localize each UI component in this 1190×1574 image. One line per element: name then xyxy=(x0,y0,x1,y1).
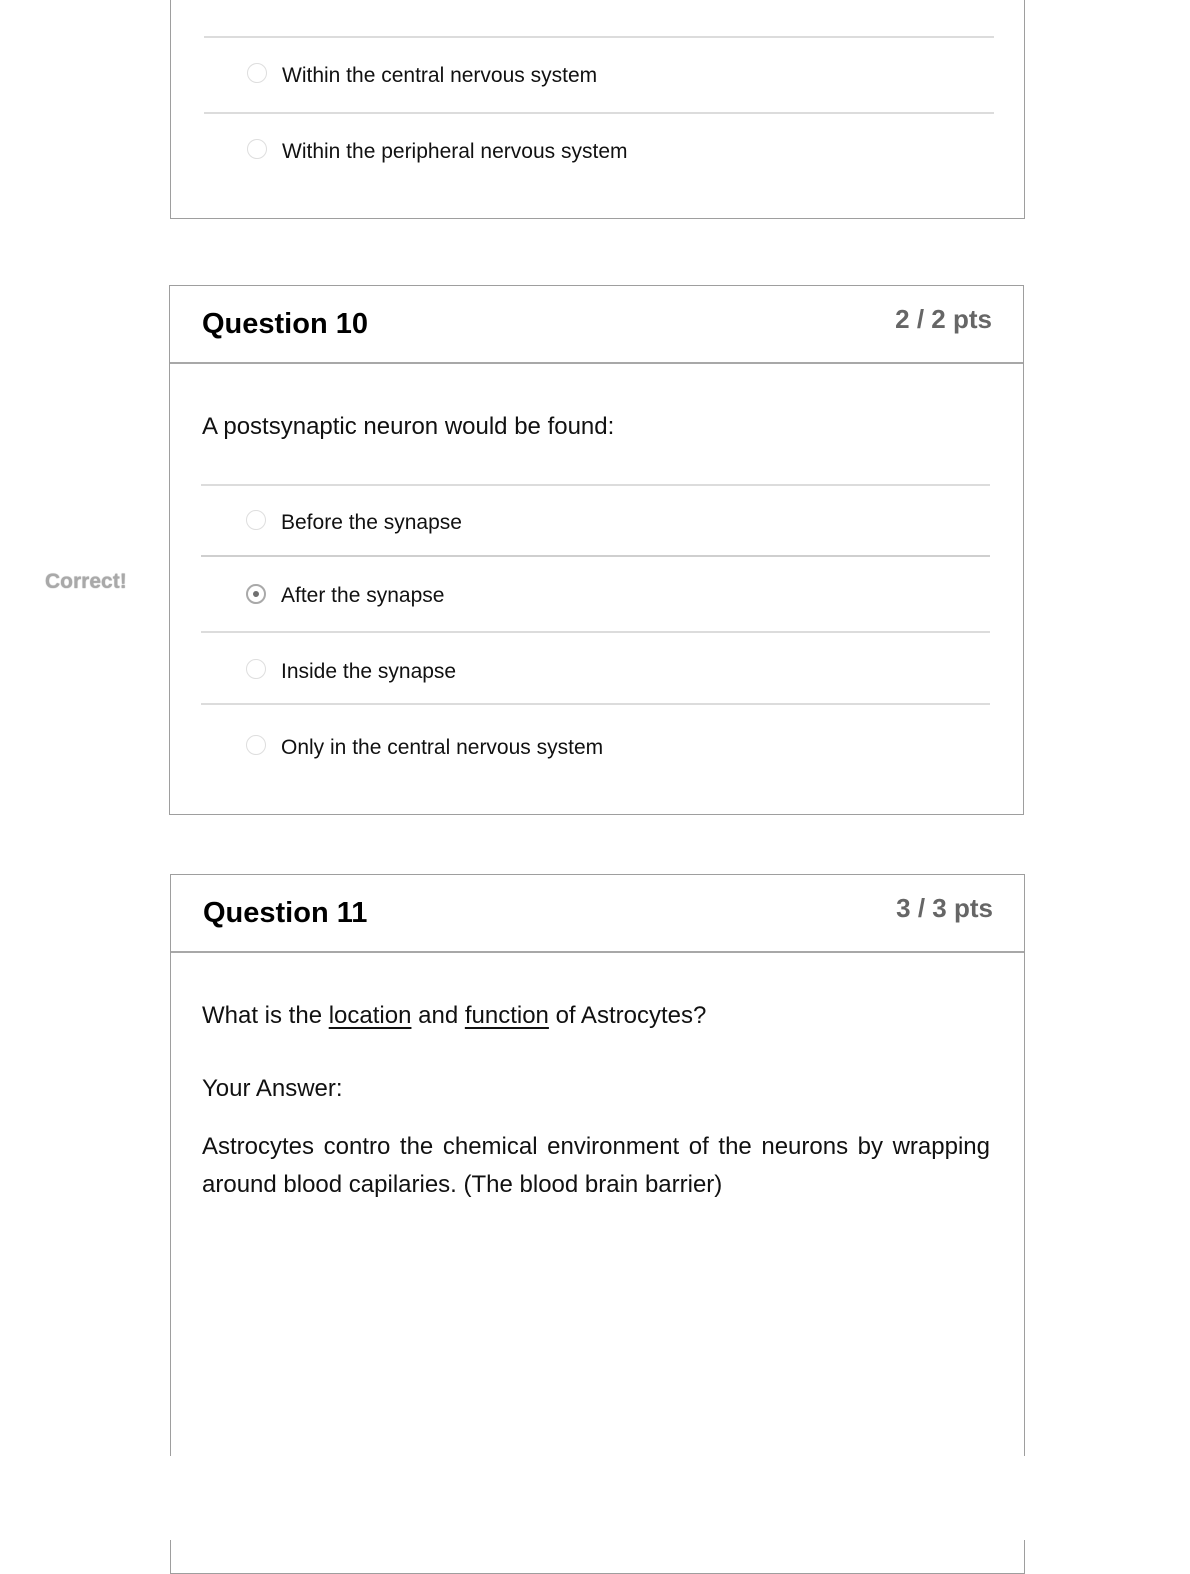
your-answer-label: Your Answer: xyxy=(202,1075,343,1102)
page-bottom-margin xyxy=(0,1456,1190,1540)
question-prompt xyxy=(202,1002,706,1030)
option-label[interactable]: Within the central nervous system xyxy=(282,64,598,87)
answer-text: Astrocytes contro the chemical environment of the neurons by wrapping around blood capilaries. (The blood brain barrier) xyxy=(202,1133,990,1198)
question-header-divider xyxy=(170,362,1023,364)
question-9-card xyxy=(170,0,1025,219)
option-divider xyxy=(204,36,994,38)
option-label[interactable]: Before the synapse xyxy=(281,511,462,534)
prompt-text: of Astrocytes? xyxy=(548,1002,707,1029)
prompt-text: and xyxy=(411,1002,465,1029)
option-divider xyxy=(204,112,994,114)
option-label[interactable]: After the synapse xyxy=(281,584,445,607)
radio-button[interactable] xyxy=(246,735,266,755)
question-title: Question 11 xyxy=(203,897,368,929)
option-label[interactable]: Inside the synapse xyxy=(281,660,457,683)
question-header-divider xyxy=(171,951,1024,953)
question-prompt: A postsynaptic neuron would be found: xyxy=(202,413,615,440)
option-label[interactable]: Only in the central nervous system xyxy=(281,736,604,759)
radio-button[interactable] xyxy=(247,63,267,83)
option-divider xyxy=(201,555,990,557)
option-divider xyxy=(201,484,990,486)
radio-button-selected[interactable] xyxy=(246,584,266,604)
correct-answer-flag: Correct! xyxy=(45,570,127,593)
radio-button[interactable] xyxy=(247,139,267,159)
option-divider xyxy=(201,631,990,633)
radio-button[interactable] xyxy=(246,510,266,530)
prompt-location-emphasis: location xyxy=(328,1002,412,1029)
question-points: 3 / 3 pts xyxy=(896,893,993,923)
prompt-text: What is the xyxy=(202,1002,329,1029)
option-label[interactable]: Within the peripheral nervous system xyxy=(282,140,628,163)
question-title: Question 10 xyxy=(202,308,368,340)
radio-button[interactable] xyxy=(246,659,266,679)
option-divider xyxy=(201,703,990,705)
question-points: 2 / 2 pts xyxy=(895,304,992,334)
prompt-function-emphasis: function xyxy=(464,1002,549,1029)
